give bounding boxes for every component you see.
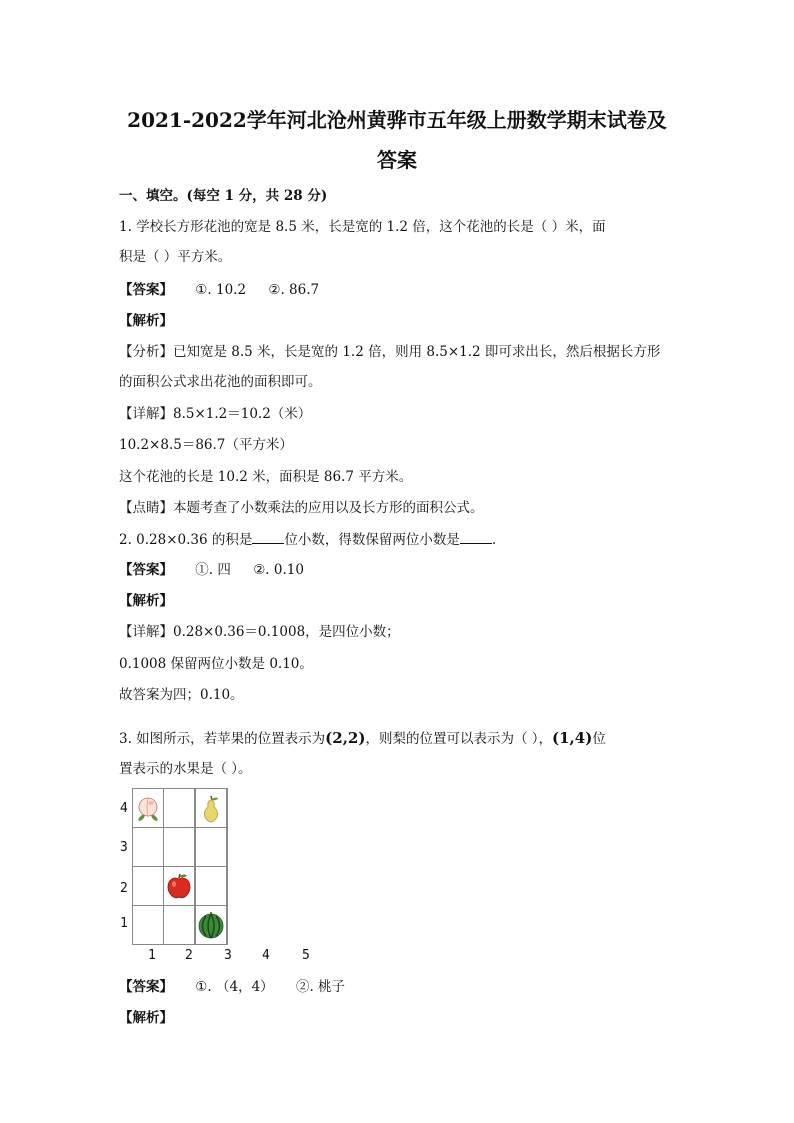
apple-icon bbox=[164, 871, 194, 901]
grid-cell bbox=[196, 789, 227, 828]
x-label-2: 2 bbox=[185, 948, 193, 963]
q2-text-part2: 位小数，得数保留两位小数是 bbox=[284, 532, 460, 548]
x-label-5: 5 bbox=[302, 948, 310, 963]
peach-icon bbox=[133, 793, 163, 823]
x-label-4: 4 bbox=[262, 948, 270, 963]
grid-cell bbox=[227, 828, 228, 867]
q2-answer-2: ②. 0.10 bbox=[253, 562, 304, 578]
grid-cell bbox=[133, 828, 164, 867]
grid-cell bbox=[196, 867, 227, 906]
q3-answer bbox=[119, 978, 345, 996]
grid-cell bbox=[227, 906, 228, 945]
q2-text-part1: 2. 0.28×0.36 的积是 bbox=[119, 532, 253, 548]
document-title-line2: 答案 bbox=[377, 148, 417, 172]
grid-cell bbox=[164, 906, 195, 945]
q1-fenxi-line2: 的面积公式求出花池的面积即可。 bbox=[119, 374, 322, 390]
grid-cell bbox=[164, 828, 195, 867]
q3-math-coord: (1,4) bbox=[552, 729, 593, 747]
q2-answer-1: ①. 四 bbox=[195, 562, 231, 578]
q3-text-part2: ，则梨的位置可以表示为（ ）， bbox=[365, 731, 553, 747]
grid-cell bbox=[164, 867, 195, 906]
coordinate-grid bbox=[132, 788, 228, 945]
answer-label: 【答案】 bbox=[119, 282, 173, 298]
section-heading: 一、填空。(每空 1 分，共 28 分) bbox=[119, 188, 328, 204]
watermelon-icon bbox=[196, 910, 226, 940]
q2-xiangjie-line1: 【详解】0.28×0.36＝0.1008，是四位小数； bbox=[119, 624, 400, 640]
grid-cell bbox=[133, 867, 164, 906]
q3-text-line1 bbox=[119, 729, 606, 748]
q1-text-line1: 1. 学校长方形花池的宽是 8.5 米，长是宽的 1.2 倍，这个花池的长是（ ）米，面 bbox=[119, 219, 606, 235]
q1-answer bbox=[119, 281, 319, 299]
q1-analysis-label: 【解析】 bbox=[119, 313, 173, 329]
q1-xiangjie-line1: 【详解】8.5×1.2＝10.2（米） bbox=[119, 406, 312, 422]
q1-dianjing: 【点睛】本题考查了小数乘法的应用以及长方形的面积公式。 bbox=[119, 500, 484, 516]
document-title-line1: 2021-2022学年河北沧州黄骅市五年级上册数学期末试卷及 bbox=[127, 108, 667, 132]
q2-blank-1 bbox=[252, 530, 284, 544]
q3-answer-2: ②. 桃子 bbox=[295, 979, 346, 995]
q1-answer-1: ①. 10.2 bbox=[195, 282, 247, 298]
grid-cell bbox=[133, 906, 164, 945]
q3-text-part1: 3. 如图所示，若苹果的位置表示为 bbox=[119, 731, 326, 747]
answer-label: 【答案】 bbox=[119, 979, 173, 995]
q2-text-part3: . bbox=[491, 532, 497, 548]
y-label-1: 1 bbox=[120, 916, 128, 931]
q2-answer bbox=[119, 561, 304, 579]
pear-icon bbox=[196, 793, 226, 823]
q1-text-line2: 积是（ ）平方米。 bbox=[119, 249, 232, 265]
q3-math-apple: (2,2) bbox=[325, 729, 366, 747]
q2-blank-2 bbox=[460, 530, 492, 544]
grid-cell bbox=[227, 867, 228, 906]
q1-xiangjie-line3: 这个花池的长是 10.2 米，面积是 86.7 平方米。 bbox=[119, 469, 413, 485]
y-label-4: 4 bbox=[120, 801, 128, 816]
q3-text-line2: 置表示的水果是（ ）。 bbox=[119, 761, 252, 777]
x-label-3: 3 bbox=[224, 948, 232, 963]
q1-fenxi-line1: 【分析】已知宽是 8.5 米，长是宽的 1.2 倍，则用 8.5×1.2 即可求出长，然后根据长方形 bbox=[119, 344, 661, 360]
grid-cell bbox=[196, 828, 227, 867]
x-label-1: 1 bbox=[148, 948, 156, 963]
q2-text bbox=[119, 530, 496, 549]
grid-cell bbox=[164, 789, 195, 828]
grid-cell bbox=[133, 789, 164, 828]
y-label-2: 2 bbox=[120, 881, 128, 896]
q1-answer-2: ②. 86.7 bbox=[268, 282, 320, 298]
grid-cell bbox=[196, 906, 227, 945]
q3-analysis-label: 【解析】 bbox=[119, 1010, 173, 1026]
answer-label: 【答案】 bbox=[119, 562, 173, 578]
q2-conclusion: 故答案为四；0.10。 bbox=[119, 687, 244, 703]
y-label-3: 3 bbox=[120, 840, 128, 855]
q2-analysis-label: 【解析】 bbox=[119, 593, 173, 609]
q3-answer-1: ①. （4，4） bbox=[195, 979, 274, 995]
grid-cell bbox=[227, 789, 228, 828]
q1-xiangjie-line2: 10.2×8.5＝86.7（平方米） bbox=[119, 437, 293, 453]
q3-text-part3: 位 bbox=[592, 731, 606, 747]
q2-xiangjie-line2: 0.1008 保留两位小数是 0.10。 bbox=[119, 656, 313, 672]
